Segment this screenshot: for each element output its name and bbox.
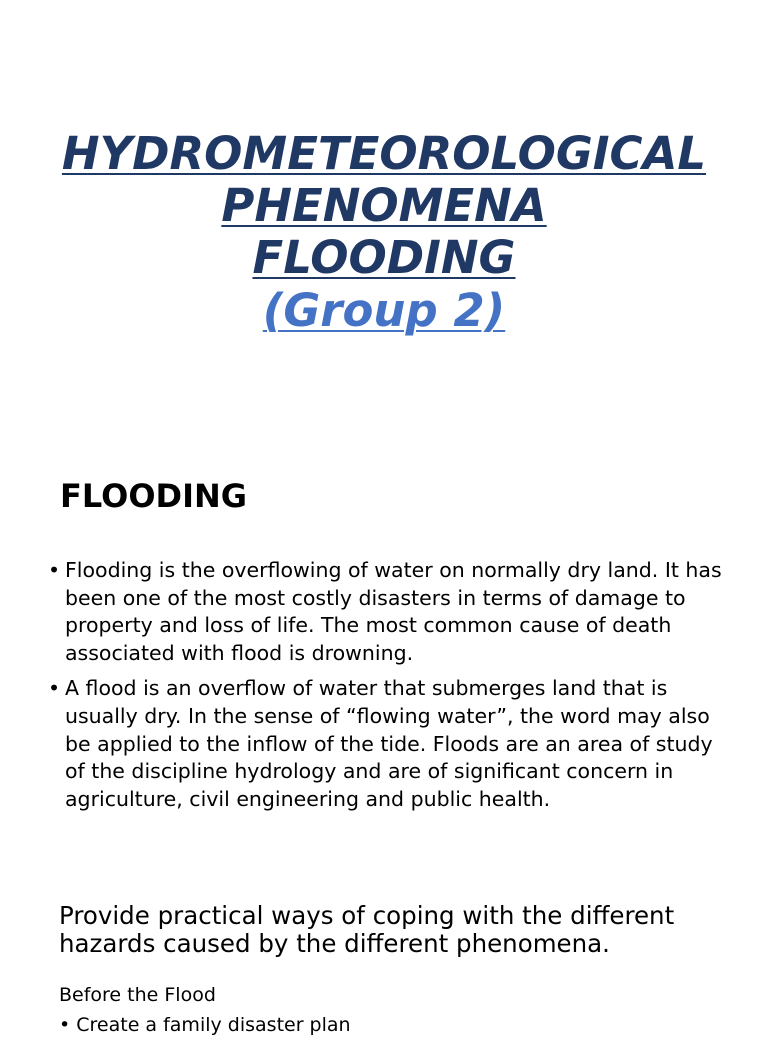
- group-label: (Group 2): [262, 284, 506, 337]
- section-heading: FLOODING: [60, 477, 248, 515]
- title-line-1: HYDROMETEOROLOGICAL: [61, 127, 707, 180]
- list-item: [46, 557, 726, 667]
- bullet-text: A flood is an overflow of water that submerges land that is usually dry. In the sense of “flowing water”, the word may also be applied to the inflow of the tide. Floods are an area of study of the discipline hydrology and are of significant concern in agriculture, civil engineering and public health.: [65, 676, 713, 811]
- title-line-3: FLOODING: [252, 231, 516, 284]
- bullet-icon: •: [48, 676, 61, 701]
- before-flood-heading: Before the Flood: [59, 984, 216, 1006]
- list-item: [46, 675, 726, 813]
- bullet-icon: •: [48, 558, 61, 582]
- title-block: [0, 128, 768, 337]
- title-line-2: PHENOMENA: [221, 179, 547, 232]
- bullet-text: Flooding is the overflowing of water on normally dry land. It has been one of the most costly disasters in terms of damage to property and loss of life. The most common cause of death associated with flood is drowning.: [65, 558, 722, 665]
- bullet-list: [46, 557, 726, 821]
- coping-prompt: Provide practical ways of coping with the different hazards caused by the different phenomena.: [59, 901, 675, 958]
- list-item-partial: • Create a family disaster plan: [59, 1014, 351, 1036]
